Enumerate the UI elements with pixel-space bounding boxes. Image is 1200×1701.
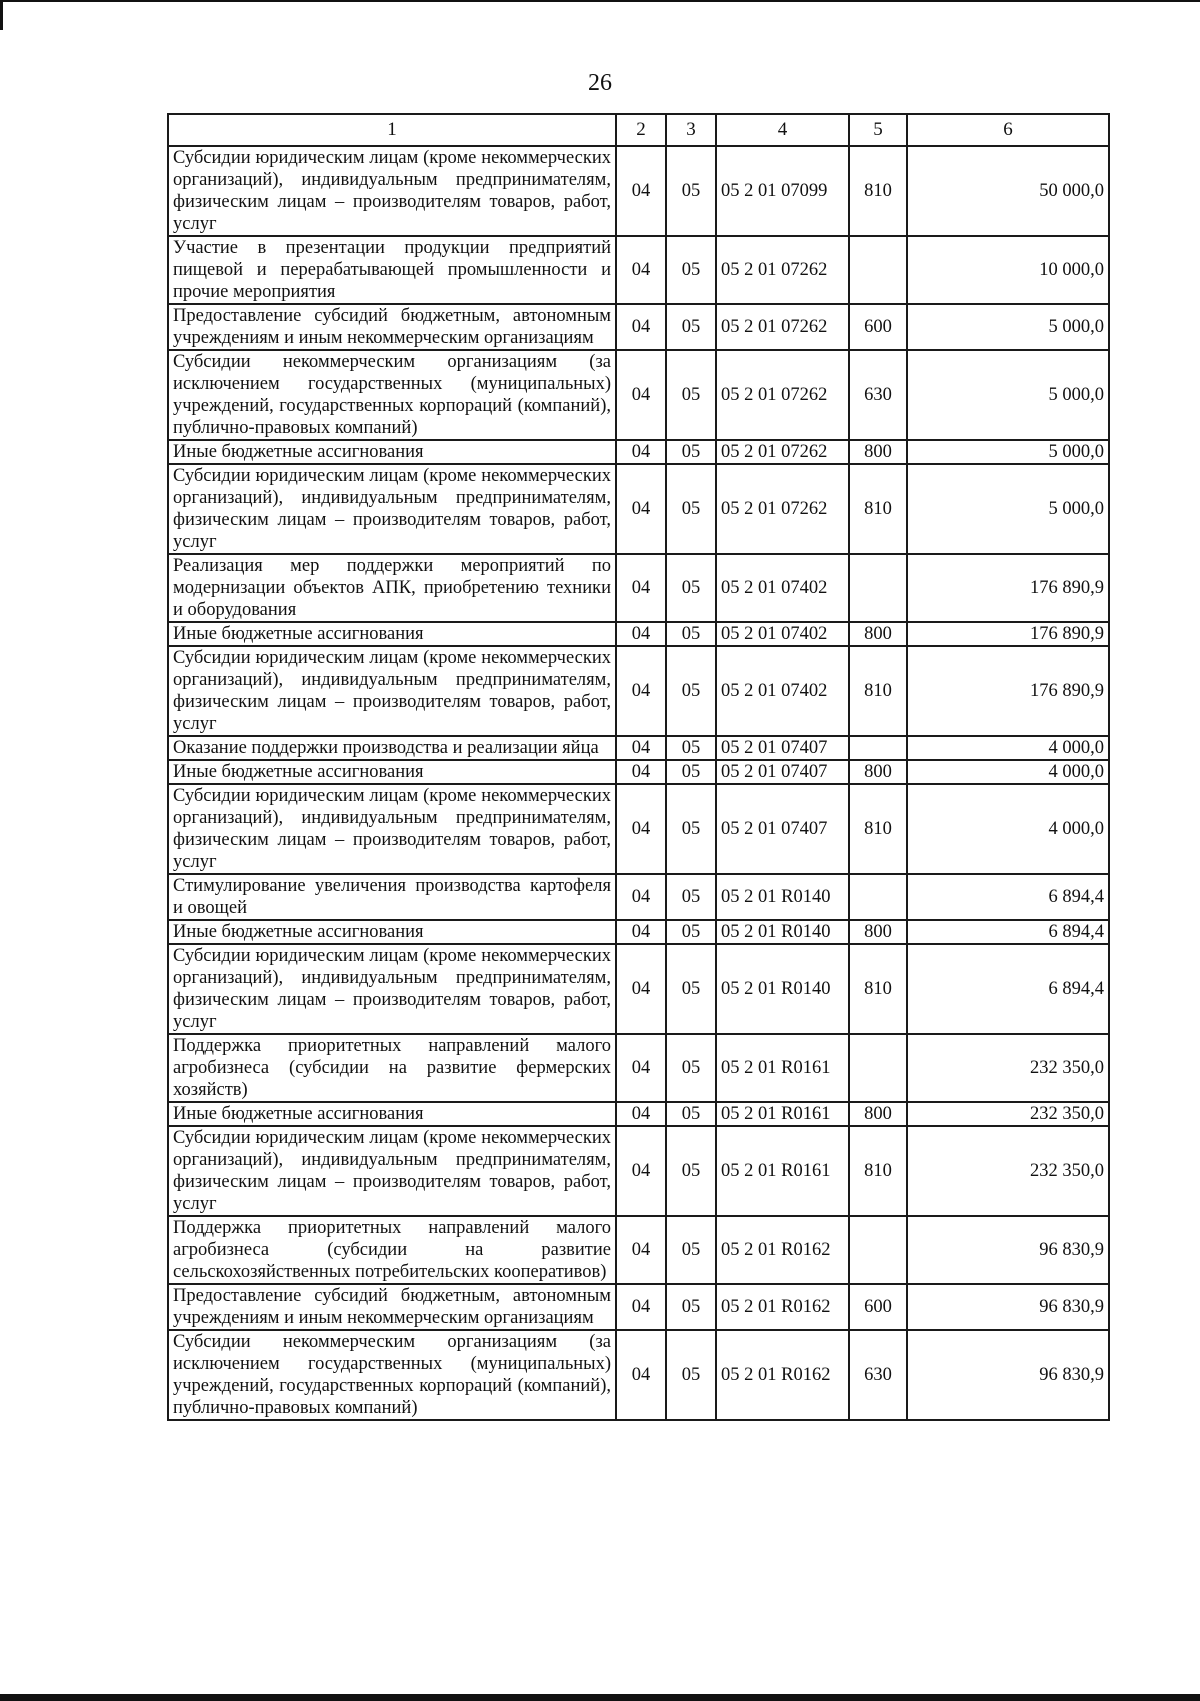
row-name-cell: Субсидии некоммерческим организациям (за исключением государственных (муниципальных) учреждений, государственных корпораций (компаний), публично-правовых компаний) [168, 350, 616, 440]
row-expense-type-cell: 800 [849, 440, 907, 464]
row-section-cell: 04 [616, 1126, 666, 1216]
header-col-4: 4 [716, 114, 849, 146]
row-name-cell: Предоставление субсидий бюджетным, автономным учреждениям и иным некоммерческим организациям [168, 1284, 616, 1330]
table-row [168, 350, 1109, 440]
row-expense-type-cell: 800 [849, 760, 907, 784]
row-expense-type-cell: 630 [849, 350, 907, 440]
row-target-code-cell: 05 2 01 07407 [716, 784, 849, 874]
header-col-1: 1 [168, 114, 616, 146]
table-row [168, 440, 1109, 464]
row-target-code-cell: 05 2 01 07099 [716, 146, 849, 236]
table-row [168, 1216, 1109, 1284]
row-name-cell: Иные бюджетные ассигнования [168, 760, 616, 784]
page-number: 26 [588, 70, 612, 96]
header-col-3: 3 [666, 114, 716, 146]
row-target-code-cell: 05 2 01 07402 [716, 554, 849, 622]
row-expense-type-cell [849, 236, 907, 304]
row-amount-cell: 96 830,9 [907, 1330, 1109, 1420]
row-name-cell: Иные бюджетные ассигнования [168, 440, 616, 464]
row-target-code-cell: 05 2 01 R0140 [716, 920, 849, 944]
table-row [168, 304, 1109, 350]
row-subsection-cell: 05 [666, 944, 716, 1034]
row-expense-type-cell [849, 1034, 907, 1102]
row-name-cell: Субсидии юридическим лицам (кроме некоммерческих организаций), индивидуальным предпринимателям, физическим лицам – производителям товаров, работ, услуг [168, 944, 616, 1034]
scan-border-top [0, 0, 1200, 2]
row-section-cell: 04 [616, 920, 666, 944]
table-row [168, 1102, 1109, 1126]
row-subsection-cell: 05 [666, 350, 716, 440]
header-col-5: 5 [849, 114, 907, 146]
row-expense-type-cell [849, 1216, 907, 1284]
row-amount-cell: 4 000,0 [907, 784, 1109, 874]
row-subsection-cell: 05 [666, 1284, 716, 1330]
row-subsection-cell: 05 [666, 1216, 716, 1284]
table-row [168, 920, 1109, 944]
row-amount-cell: 232 350,0 [907, 1034, 1109, 1102]
row-subsection-cell: 05 [666, 440, 716, 464]
row-expense-type-cell: 800 [849, 622, 907, 646]
row-subsection-cell: 05 [666, 1034, 716, 1102]
row-subsection-cell: 05 [666, 622, 716, 646]
row-amount-cell: 50 000,0 [907, 146, 1109, 236]
row-amount-cell: 176 890,9 [907, 622, 1109, 646]
row-expense-type-cell [849, 554, 907, 622]
row-expense-type-cell: 600 [849, 1284, 907, 1330]
row-target-code-cell: 05 2 01 R0162 [716, 1284, 849, 1330]
row-section-cell: 04 [616, 1216, 666, 1284]
row-name-cell: Иные бюджетные ассигнования [168, 1102, 616, 1126]
row-section-cell: 04 [616, 1330, 666, 1420]
row-section-cell: 04 [616, 440, 666, 464]
table-row [168, 236, 1109, 304]
row-name-cell: Поддержка приоритетных направлений малого агробизнеса (субсидии на развитие сельскохозяйственных потребительских кооперативов) [168, 1216, 616, 1284]
scan-border-bottom [0, 1694, 1200, 1701]
table-row [168, 554, 1109, 622]
row-subsection-cell: 05 [666, 554, 716, 622]
row-section-cell: 04 [616, 304, 666, 350]
row-target-code-cell: 05 2 01 07407 [716, 760, 849, 784]
row-name-cell: Субсидии юридическим лицам (кроме некоммерческих организаций), индивидуальным предпринимателям, физическим лицам – производителям товаров, работ, услуг [168, 784, 616, 874]
row-section-cell: 04 [616, 1284, 666, 1330]
row-name-cell: Предоставление субсидий бюджетным, автономным учреждениям и иным некоммерческим организациям [168, 304, 616, 350]
row-expense-type-cell: 810 [849, 464, 907, 554]
row-section-cell: 04 [616, 784, 666, 874]
row-subsection-cell: 05 [666, 920, 716, 944]
table-row [168, 1284, 1109, 1330]
row-subsection-cell: 05 [666, 1126, 716, 1216]
row-amount-cell: 96 830,9 [907, 1284, 1109, 1330]
row-amount-cell: 176 890,9 [907, 554, 1109, 622]
row-expense-type-cell: 810 [849, 146, 907, 236]
table-header-row [168, 114, 1109, 146]
row-expense-type-cell: 630 [849, 1330, 907, 1420]
table-row [168, 622, 1109, 646]
row-subsection-cell: 05 [666, 236, 716, 304]
table-row [168, 874, 1109, 920]
row-section-cell: 04 [616, 350, 666, 440]
row-name-cell: Субсидии юридическим лицам (кроме некоммерческих организаций), индивидуальным предпринимателям, физическим лицам – производителям товаров, работ, услуг [168, 646, 616, 736]
header-col-6: 6 [907, 114, 1109, 146]
row-subsection-cell: 05 [666, 304, 716, 350]
table-row [168, 1034, 1109, 1102]
row-amount-cell: 5 000,0 [907, 440, 1109, 464]
row-section-cell: 04 [616, 236, 666, 304]
row-subsection-cell: 05 [666, 1330, 716, 1420]
row-target-code-cell: 05 2 01 R0140 [716, 944, 849, 1034]
row-section-cell: 04 [616, 736, 666, 760]
table-row [168, 760, 1109, 784]
row-expense-type-cell: 810 [849, 1126, 907, 1216]
row-expense-type-cell [849, 874, 907, 920]
row-target-code-cell: 05 2 01 07262 [716, 350, 849, 440]
row-name-cell: Реализация мер поддержки мероприятий по модернизации объектов АПК, приобретению техники и оборудования [168, 554, 616, 622]
row-expense-type-cell: 810 [849, 646, 907, 736]
row-expense-type-cell: 810 [849, 784, 907, 874]
row-name-cell: Стимулирование увеличения производства картофеля и овощей [168, 874, 616, 920]
row-target-code-cell: 05 2 01 R0161 [716, 1126, 849, 1216]
row-section-cell: 04 [616, 760, 666, 784]
row-target-code-cell: 05 2 01 R0161 [716, 1102, 849, 1126]
table-row [168, 784, 1109, 874]
row-expense-type-cell [849, 736, 907, 760]
row-amount-cell: 232 350,0 [907, 1102, 1109, 1126]
row-subsection-cell: 05 [666, 146, 716, 236]
row-target-code-cell: 05 2 01 R0162 [716, 1330, 849, 1420]
budget-table [167, 113, 1110, 1421]
row-name-cell: Участие в презентации продукции предприятий пищевой и перерабатывающей промышленности и прочие мероприятия [168, 236, 616, 304]
row-subsection-cell: 05 [666, 464, 716, 554]
row-amount-cell: 96 830,9 [907, 1216, 1109, 1284]
row-section-cell: 04 [616, 874, 666, 920]
row-subsection-cell: 05 [666, 760, 716, 784]
row-section-cell: 04 [616, 1034, 666, 1102]
table-row [168, 464, 1109, 554]
row-expense-type-cell: 810 [849, 944, 907, 1034]
row-target-code-cell: 05 2 01 07402 [716, 646, 849, 736]
row-name-cell: Субсидии некоммерческим организациям (за исключением государственных (муниципальных) учреждений, государственных корпораций (компаний), публично-правовых компаний) [168, 1330, 616, 1420]
table-row [168, 1126, 1109, 1216]
row-target-code-cell: 05 2 01 07407 [716, 736, 849, 760]
row-name-cell: Субсидии юридическим лицам (кроме некоммерческих организаций), индивидуальным предпринимателям, физическим лицам – производителям товаров, работ, услуг [168, 1126, 616, 1216]
row-name-cell: Иные бюджетные ассигнования [168, 920, 616, 944]
row-amount-cell: 6 894,4 [907, 944, 1109, 1034]
row-target-code-cell: 05 2 01 07262 [716, 236, 849, 304]
table-row [168, 736, 1109, 760]
row-amount-cell: 232 350,0 [907, 1126, 1109, 1216]
row-section-cell: 04 [616, 622, 666, 646]
row-subsection-cell: 05 [666, 1102, 716, 1126]
row-amount-cell: 6 894,4 [907, 874, 1109, 920]
scan-border-left [0, 0, 3, 30]
row-target-code-cell: 05 2 01 R0161 [716, 1034, 849, 1102]
row-amount-cell: 6 894,4 [907, 920, 1109, 944]
row-amount-cell: 5 000,0 [907, 350, 1109, 440]
header-col-2: 2 [616, 114, 666, 146]
table-row [168, 146, 1109, 236]
row-section-cell: 04 [616, 944, 666, 1034]
row-subsection-cell: 05 [666, 784, 716, 874]
row-subsection-cell: 05 [666, 646, 716, 736]
row-target-code-cell: 05 2 01 07262 [716, 304, 849, 350]
row-section-cell: 04 [616, 554, 666, 622]
row-subsection-cell: 05 [666, 736, 716, 760]
row-amount-cell: 5 000,0 [907, 304, 1109, 350]
row-section-cell: 04 [616, 464, 666, 554]
row-expense-type-cell: 600 [849, 304, 907, 350]
row-section-cell: 04 [616, 1102, 666, 1126]
row-target-code-cell: 05 2 01 R0140 [716, 874, 849, 920]
table-row [168, 944, 1109, 1034]
row-expense-type-cell: 800 [849, 1102, 907, 1126]
row-amount-cell: 4 000,0 [907, 736, 1109, 760]
row-amount-cell: 5 000,0 [907, 464, 1109, 554]
row-section-cell: 04 [616, 646, 666, 736]
table-row [168, 1330, 1109, 1420]
table-row [168, 646, 1109, 736]
row-target-code-cell: 05 2 01 07262 [716, 440, 849, 464]
row-name-cell: Субсидии юридическим лицам (кроме некоммерческих организаций), индивидуальным предпринимателям, физическим лицам – производителям товаров, работ, услуг [168, 464, 616, 554]
row-section-cell: 04 [616, 146, 666, 236]
row-target-code-cell: 05 2 01 07262 [716, 464, 849, 554]
row-amount-cell: 176 890,9 [907, 646, 1109, 736]
row-target-code-cell: 05 2 01 R0162 [716, 1216, 849, 1284]
row-amount-cell: 10 000,0 [907, 236, 1109, 304]
row-name-cell: Поддержка приоритетных направлений малого агробизнеса (субсидии на развитие фермерских хозяйств) [168, 1034, 616, 1102]
row-target-code-cell: 05 2 01 07402 [716, 622, 849, 646]
row-name-cell: Оказание поддержки производства и реализации яйца [168, 736, 616, 760]
row-subsection-cell: 05 [666, 874, 716, 920]
row-amount-cell: 4 000,0 [907, 760, 1109, 784]
row-name-cell: Субсидии юридическим лицам (кроме некоммерческих организаций), индивидуальным предпринимателям, физическим лицам – производителям товаров, работ, услуг [168, 146, 616, 236]
row-expense-type-cell: 800 [849, 920, 907, 944]
row-name-cell: Иные бюджетные ассигнования [168, 622, 616, 646]
